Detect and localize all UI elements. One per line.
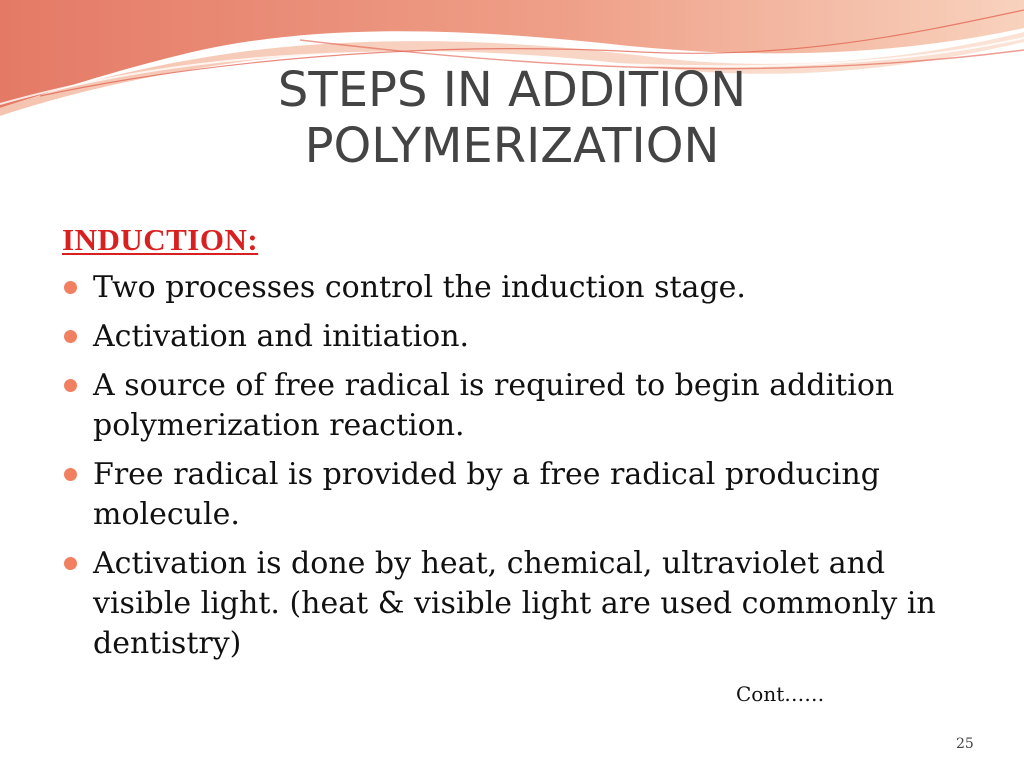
bullet-dot-icon — [64, 557, 77, 570]
bullet-dot-icon — [64, 379, 77, 392]
bullet-text: Free radical is provided by a free radical producing molecule. — [93, 457, 880, 532]
bullet-item — [62, 455, 982, 535]
bullet-text: Activation is done by heat, chemical, ultraviolet and visible light. (heat & visible light are used commonly in dentistry) — [93, 546, 936, 661]
bullet-text: A source of free radical is required to begin addition polymerization reaction. — [93, 368, 895, 443]
bullet-dot-icon — [64, 330, 77, 343]
slide-title-line-2: POLYMERIZATION — [304, 118, 720, 174]
slide-title — [120, 62, 904, 174]
bullet-text: Two processes control the induction stage. — [93, 270, 746, 305]
slide-title-line-1: STEPS IN ADDITION — [277, 62, 747, 118]
bullet-list — [62, 268, 982, 673]
bullet-item — [62, 317, 982, 357]
bullet-item — [62, 366, 982, 446]
section-heading: INDUCTION: — [62, 222, 259, 257]
continuation-note: Cont…… — [736, 682, 825, 706]
page-number: 25 — [956, 736, 974, 752]
bullet-dot-icon — [64, 468, 77, 481]
bullet-item — [62, 268, 982, 308]
bullet-dot-icon — [64, 281, 77, 294]
bullet-item — [62, 544, 982, 664]
bullet-text: Activation and initiation. — [93, 319, 470, 354]
